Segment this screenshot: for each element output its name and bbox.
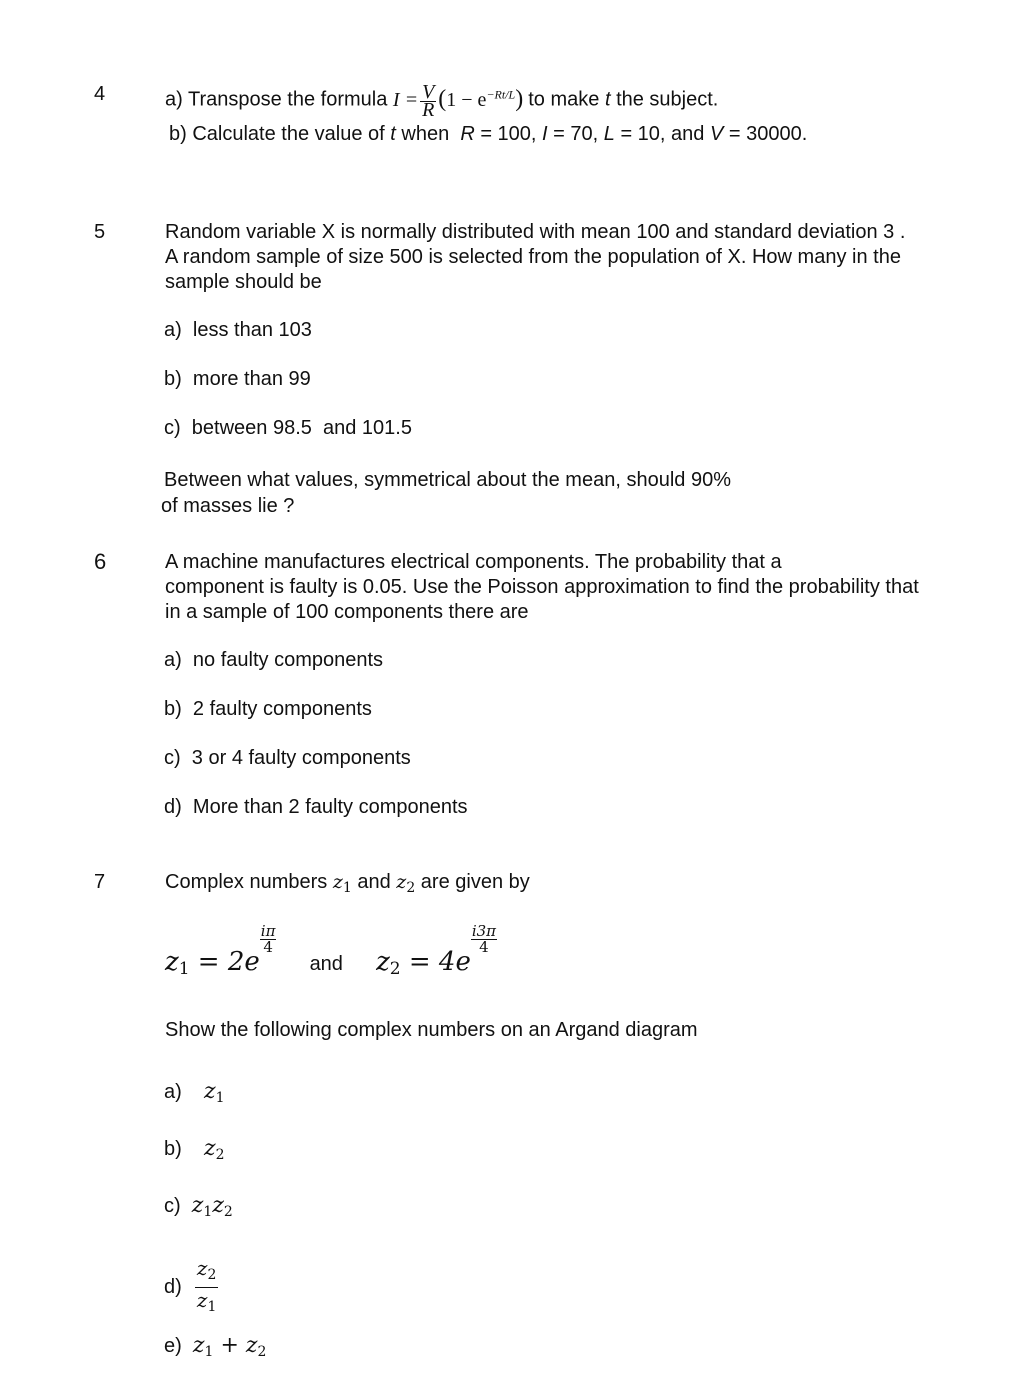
part-text: More than 2 faulty components	[192, 796, 468, 818]
part-label: c)	[164, 747, 181, 769]
z-subscript: 1	[204, 1344, 214, 1360]
q5-part-b	[164, 367, 311, 391]
q5-intro-line-1: Random variable X is normally distributed with mean 100 and standard deviation 3 .	[165, 221, 906, 243]
q4-b-var-i: I	[542, 123, 548, 145]
exponent-denominator: 4	[263, 938, 273, 956]
q4-b-pre: b) Calculate the value of	[169, 123, 385, 145]
z-subscript: 2	[207, 1267, 217, 1283]
part-label: e)	[164, 1335, 182, 1357]
equations-and: and	[309, 953, 343, 975]
z-letter: z	[192, 1333, 205, 1358]
q5-intro-line-2: A random sample of size 500 is selected from the population of X. How many in the	[165, 246, 901, 268]
question-number-6: 6	[94, 549, 107, 574]
part-text: 3 or 4 faulty components	[191, 747, 411, 769]
part-label: d)	[164, 796, 182, 818]
z-subscript: 2	[215, 1147, 225, 1163]
plus-sign: +	[220, 1333, 239, 1358]
formula-lhs: I =	[392, 88, 419, 111]
part-text: 2 faulty components	[192, 698, 372, 720]
z1-symbol	[332, 871, 352, 896]
q6-intro-line-3: in a sample of 100 components there are	[165, 601, 529, 623]
formula-fraction	[420, 80, 436, 121]
q4-b-val-l: = 10, and	[614, 123, 710, 145]
z-letter: z	[196, 1256, 208, 1280]
q4-b-values	[460, 123, 807, 145]
part-label: d)	[164, 1275, 182, 1298]
z-subscript: 1	[215, 1090, 225, 1106]
q7-part-d	[164, 1256, 220, 1319]
q4-a-outro-pre: to make	[528, 88, 600, 111]
q4-formula: I = $\frac{V}{R}$ $(1 - e^{-Rt/L})$	[392, 80, 524, 121]
z-subscript: 2	[223, 1204, 233, 1220]
part-text: no faulty components	[192, 649, 384, 671]
part-label: b)	[164, 368, 182, 390]
q4-b-val-r: = 100,	[474, 123, 543, 145]
q7-intro-and: and	[357, 871, 391, 893]
part-label: b)	[164, 1138, 182, 1160]
q4-b-val-i: = 70,	[547, 123, 604, 145]
q5-followup-line-2: of masses lie ?	[161, 495, 295, 517]
question-number-7: 7	[94, 871, 106, 893]
z-letter: z	[212, 1193, 224, 1218]
q7-part-c	[164, 1194, 233, 1224]
q4-a-var: t	[604, 88, 611, 111]
z-letter: z	[196, 1288, 208, 1312]
q6-part-b	[164, 697, 372, 721]
part-label: b)	[164, 698, 182, 720]
part-label: a)	[164, 1081, 182, 1103]
part-text: between 98.5 and 101.5	[191, 417, 412, 439]
q7-intro	[165, 870, 530, 900]
part-text: less than 103	[192, 319, 312, 341]
q6-part-a	[164, 648, 383, 672]
q4-a-intro: a) Transpose the formula	[165, 88, 388, 111]
q7-intro-pre: Complex numbers	[165, 871, 328, 893]
exponent-numerator: iπ	[260, 922, 276, 940]
q7-intro-post: are given by	[420, 871, 530, 893]
exponent-denominator: 4	[479, 938, 489, 956]
q6-intro-line-2: component is faulty is 0.05. Use the Poisson approximation to find the probability that	[165, 576, 919, 598]
formula-one-minus-e: 1 − e	[446, 88, 487, 111]
z-subscript: 1	[203, 1204, 213, 1220]
q7-part-e	[164, 1334, 266, 1364]
part-expression	[195, 1256, 218, 1319]
q6-part-c	[164, 746, 411, 770]
part-label: a)	[164, 319, 182, 341]
z-letter: z	[396, 871, 407, 893]
q4-b-var-v: V	[709, 123, 724, 145]
q6-intro-line-1: A machine manufactures electrical components. The probability that a	[165, 551, 782, 573]
q5-part-c	[164, 416, 412, 440]
z-subscript: 1	[342, 880, 352, 896]
q7-show-line: Show the following complex numbers on an Argand diagram	[165, 1019, 698, 1041]
formula-numerator: V	[422, 80, 435, 103]
part-expression	[193, 1333, 266, 1358]
z-letter: z	[191, 1193, 204, 1218]
q4-b-var: t	[390, 123, 396, 145]
z-letter: z	[376, 947, 390, 977]
q6-part-d	[164, 795, 468, 819]
q5-part-a	[164, 318, 312, 342]
z-subscript: 1	[207, 1299, 217, 1315]
z-subscript: 2	[406, 880, 416, 896]
part-label: c)	[164, 417, 181, 439]
z2-exponent	[471, 924, 497, 955]
q7-part-a	[164, 1080, 225, 1110]
part-expression	[204, 1079, 225, 1104]
q4-b-when: when	[401, 123, 450, 145]
z-letter: z	[204, 1079, 216, 1104]
z-subscript: 1	[178, 959, 190, 979]
z-letter: z	[204, 1136, 216, 1161]
q4-b-var-r: R	[460, 123, 475, 145]
z-subscript: 2	[257, 1344, 267, 1360]
question-number-5: 5	[94, 221, 106, 243]
part-expression	[204, 1136, 225, 1161]
fraction-numerator	[195, 1256, 218, 1288]
fraction-denominator	[195, 1288, 218, 1319]
q7-equations	[165, 924, 497, 994]
z-letter: z	[332, 871, 343, 893]
q7-part-b	[164, 1137, 225, 1167]
part-label: c)	[164, 1195, 181, 1217]
q4-part-b	[169, 122, 807, 146]
z2-symbol	[396, 871, 416, 896]
question-number-4: 4	[94, 83, 106, 105]
exponent-numerator: i3π	[471, 922, 497, 940]
q4-a-outro-post: the subject.	[616, 88, 719, 111]
q5-followup-line-1: Between what values, symmetrical about the mean, should 90%	[164, 469, 731, 491]
q5-intro-line-3: sample should be	[165, 271, 322, 293]
q4-b-val-v: = 30000.	[723, 123, 808, 145]
z1-exponent	[260, 924, 277, 955]
formula-denominator: R	[422, 98, 435, 121]
z1-coefficient: = 2e	[197, 947, 260, 977]
formula-exponent: −Rt/L	[486, 87, 516, 101]
z-subscript: 2	[389, 959, 401, 979]
part-expression	[192, 1193, 233, 1218]
z-letter: z	[245, 1333, 258, 1358]
z-letter: z	[165, 947, 179, 977]
q4-part-a	[165, 72, 718, 122]
q4-b-var-l: L	[603, 123, 615, 145]
part-label: a)	[164, 649, 182, 671]
part-text: more than 99	[192, 368, 311, 390]
z2-coefficient: = 4e	[408, 947, 471, 977]
